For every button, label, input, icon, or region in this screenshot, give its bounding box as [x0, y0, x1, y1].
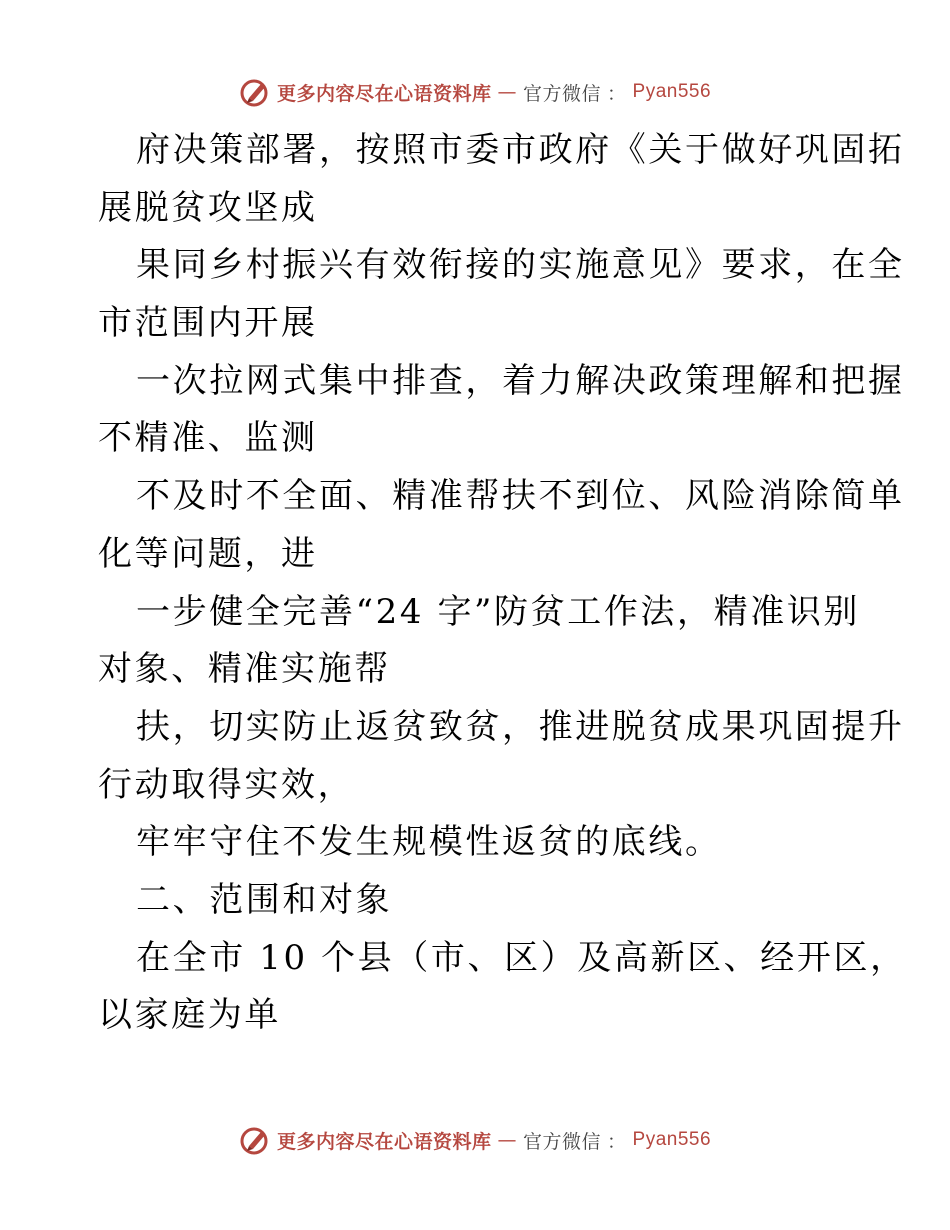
banner-main-text: 更多内容尽在心语资料库 [276, 82, 492, 105]
text-line: 果同乡村振兴有效衔接的实施意见》要求，在全 [136, 245, 905, 286]
banner-separator: ： [607, 1130, 627, 1153]
text-line: 牢牢守住不发生规模性返贫的底线。 [136, 822, 722, 863]
text-line: 府决策部署，按照市委市政府《关于做好巩固拓 [136, 130, 905, 170]
text-line: 化等问题，进 [98, 533, 318, 574]
pen-logo-icon [239, 76, 271, 108]
banner-wechat-id: Pyan556 [632, 1129, 712, 1150]
banner-wechat-label: 官方微信 [522, 1130, 601, 1153]
text-line: 不及时不全面、精准帮扶不到位、风险消除简单 [136, 476, 905, 517]
text-line: 行动取得实效， [98, 764, 355, 805]
text-line: 在全市 10 个县（市、区）及高新区、经开区， [136, 937, 907, 978]
banner-wechat-label: 官方微信 [522, 82, 601, 105]
text-line: 不精准、监测 [98, 418, 318, 459]
page-footer-banner [0, 1120, 950, 1160]
banner-dash: — [497, 1129, 517, 1151]
text-line: 展脱贫攻坚成 [98, 187, 318, 228]
page-header-banner [0, 72, 950, 112]
pen-logo-icon [239, 1124, 271, 1156]
banner-separator: ： [607, 82, 627, 105]
document-body [98, 122, 907, 1045]
banner-wechat-id: Pyan556 [632, 81, 712, 102]
banner-main-text: 更多内容尽在心语资料库 [276, 1130, 492, 1153]
text-line: 市范围内开展 [98, 303, 318, 344]
banner-dash: — [497, 81, 517, 103]
text-line: 以家庭为单 [98, 995, 281, 1036]
text-line: 一次拉网式集中排查，着力解决政策理解和把握 [136, 360, 905, 401]
text-line: 对象、精准实施帮 [98, 649, 391, 690]
section-heading: 二、范围和对象 [136, 879, 393, 920]
text-line: 一步健全完善“24 字”防贫工作法，精准识别 [136, 591, 861, 632]
text-line: 扶，切实防止返贫致贫，推进脱贫成果巩固提升 [136, 706, 905, 747]
